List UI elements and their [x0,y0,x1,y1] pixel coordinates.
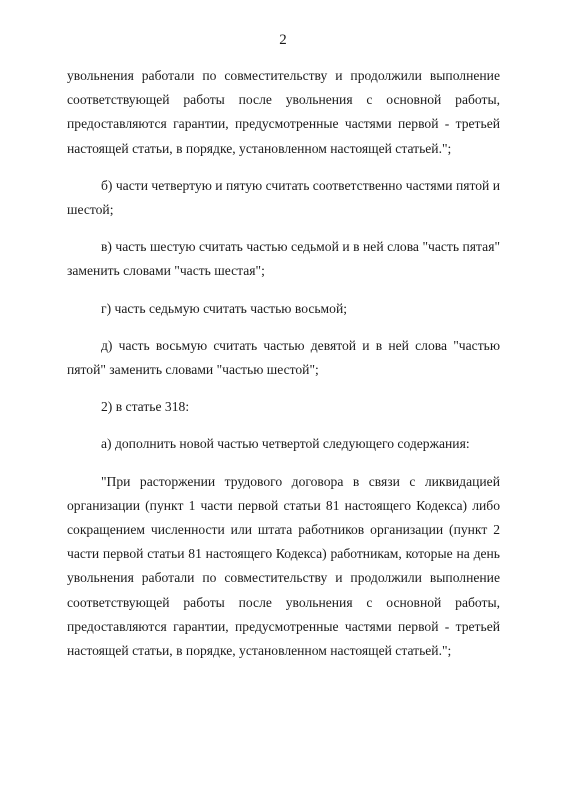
paragraph-item-v: в) часть шестую считать частью седьмой и в ней слова "часть пятая" заменить словами "часть шестая"; [67,239,500,279]
paragraph-continuation: увольнения работали по совместительству и продолжили выполнение соответствующей работы после увольнения с основной работы, предоставляются гарантии, предусмотренные частями первой - третьей настоящей статьи, в порядке, установленном настоящей статьей."; [67,68,500,156]
paragraph-quoted-text: "При расторжении трудового договора в связи с ликвидацией организации (пункт 1 части первой статьи 81 настоящего Кодекса) либо сокращением численности или штата работников организации (пункт 2 части первой статьи 81 настоящего Кодекса) работникам, которые на день увольнения работали по совместительству и продолжили выполнение соответствующей работы после увольнения с основной работы, предоставляются гарантии, предусмотренные частями первой - третьей настоящей статьи, в порядке, установленном настоящей статьей."; [67,473,500,659]
paragraph-item-d: д) часть восьмую считать частью девятой и в ней слова "частью пятой" заменить словами "частью шестой"; [67,337,500,378]
document-body [67,64,500,663]
paragraph-item-g: г) часть седьмую считать частью восьмой; [101,300,348,316]
paragraph-article-318: 2) в статье 318: [101,399,190,415]
paragraph-item-a: а) дополнить новой частью четвертой следующего содержания: [101,436,470,452]
page-number: 2 [279,32,287,48]
paragraph-item-b: б) части четвертую и пятую считать соответственно частями пятой и шестой; [67,177,500,218]
